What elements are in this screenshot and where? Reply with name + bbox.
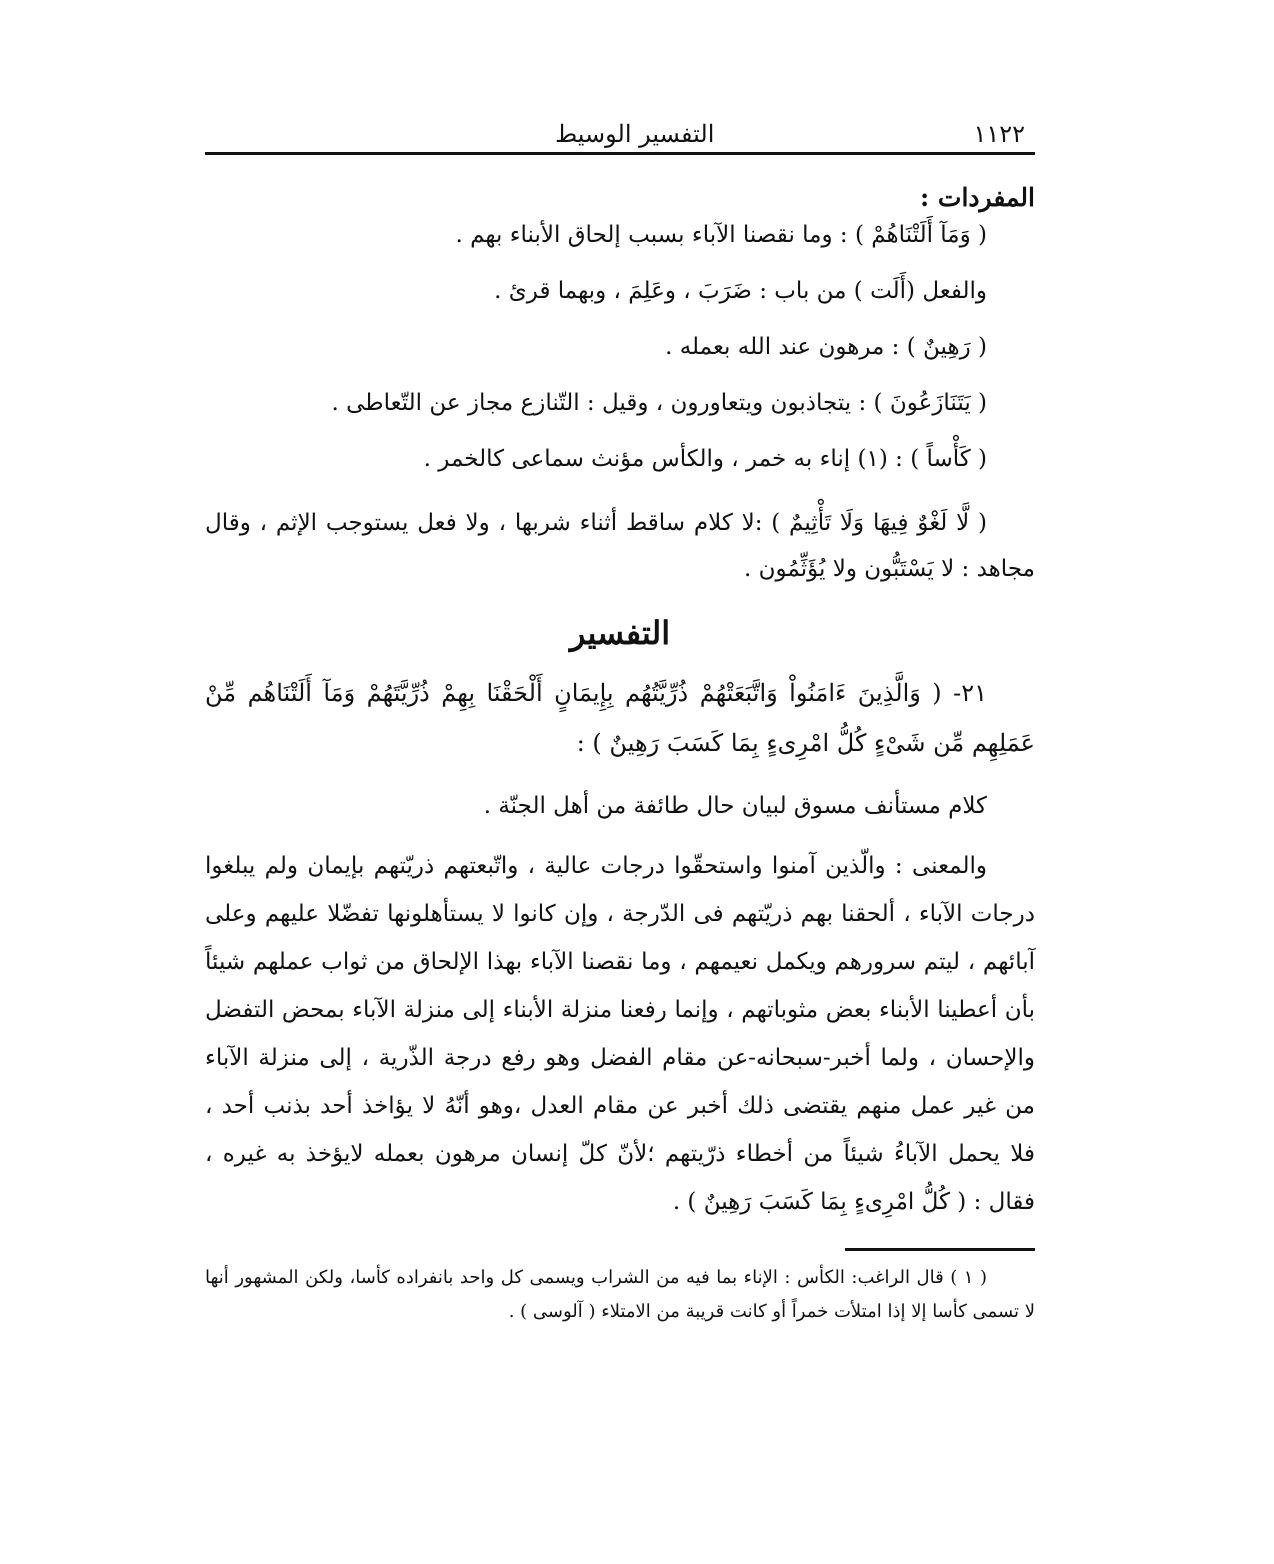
vocab-item: ( يَتَنَازَعُونَ ) : يتجاذبون ويتعاورون ، وقيل : التّنازع مجاز عن التّعاطى . <box>331 390 987 416</box>
running-title: التفسير الوسيط <box>555 120 715 148</box>
vocab-item: والفعل (أَلَت ) من باب : ضَرَبَ ، وعَلِمَ ، وبهما قرئ . <box>494 278 987 304</box>
vocab-item: ( كَأْساً ) : (١) إناء به خمر ، والكأس مؤنث سماعى كالخمر . <box>423 446 987 472</box>
tafsir-heading: التفسير <box>569 614 671 652</box>
vocab-heading: المفردات : <box>919 183 1035 212</box>
vocab-item: ( رَهِينٌ ) : مرهون عند الله بعمله . <box>665 334 987 360</box>
meaning-paragraph: والمعنى : والّذين آمنوا واستحقّوا درجات عالية ، واتّبعتهم ذريّتهم بإيمان ولم يبلغوا درجات الآباء ، ألحقنا بهم ذريّتهم فى الدّرجة ، وإن كانوا لا يستأهلونها تفضّلا عليهم وعلى آبائهم ، ليتم سرورهم ويكمل نعيمهم ، وما نقصنا الآباء بهذا الإلحاق من ثواب عملهم شيئاً بأن أعطينا الأبناء بعض مثوباتهم ، وإنما رفعنا منزلة الأبناء إلى منزلة الآباء بمحض التفضل والإحسان ، ولما أخبر-سبحانه-عن مقام الفضل وهو رفع درجة الذّرية ، إلى منزلة الآباء من غير عمل منهم يقتضى ذلك أخبر عن مقام العدل ،وهو أنّهُ لا يؤاخذ أحد بذنب أحد ، فلا يحمل الآباءُ شيئاً من أخطاء ذرّيتهم ؛لأنّ كلّ إنسان مرهون بعمله لايؤخذ به غيره ، فقال : ( كُلُّ امْرِىءٍ بِمَا كَسَبَ رَهِينٌ ) . <box>205 853 1035 1215</box>
verse-text: ٢١- ( وَالَّذِينَ ءَامَنُواْ وَاتَّبَعَتْهُمْ ذُرِّيَّتُهُم بِإِيمَانٍ أَلْحَقْنَا بِهِمْ ذُرِّيَّتَهُمْ وَمَآ أَلَتْنَاهُم مِّنْ عَمَلِهِم مِّن شَىْءٍ كُلُّ امْرِىءٍ بِمَا كَسَبَ رَهِينٌ ) : <box>205 679 1035 757</box>
page-header <box>205 110 1035 155</box>
vocab-item: ( وَمَآ أَلَتْنَاهُمْ ) : وما نقصنا الآباء بسبب إلحاق الأبناء بهم . <box>455 222 987 248</box>
page <box>205 110 1035 1329</box>
page-number: ١١٢٢ <box>973 120 1025 148</box>
vocab-item: ( لَّا لَغْوٌ فِيهَا وَلَا تَأْثِيمٌ ) :لا كلام ساقط أثناء شربها ، ولا فعل يستوجب الإثم ، وقال مجاهد : لا يَسْتَبُّون ولا يُؤَثِّمُون . <box>205 510 1035 582</box>
intro-paragraph: كلام مستأنف مسوق لبيان حال طائفة من أهل الجنّة . <box>483 793 987 819</box>
footnote-separator <box>845 1248 1035 1251</box>
footnote: ( ١ ) قال الراغب: الكأس : الإناء بما فيه من الشراب ويسمى كل واحد بانفراده كأسا، ولكن المشهور أنها لا تسمى كأسا إلا إذا امتلأت خمراً أو كانت قريبة من الامتلاء ( آلوسى ) . <box>205 1267 1035 1322</box>
